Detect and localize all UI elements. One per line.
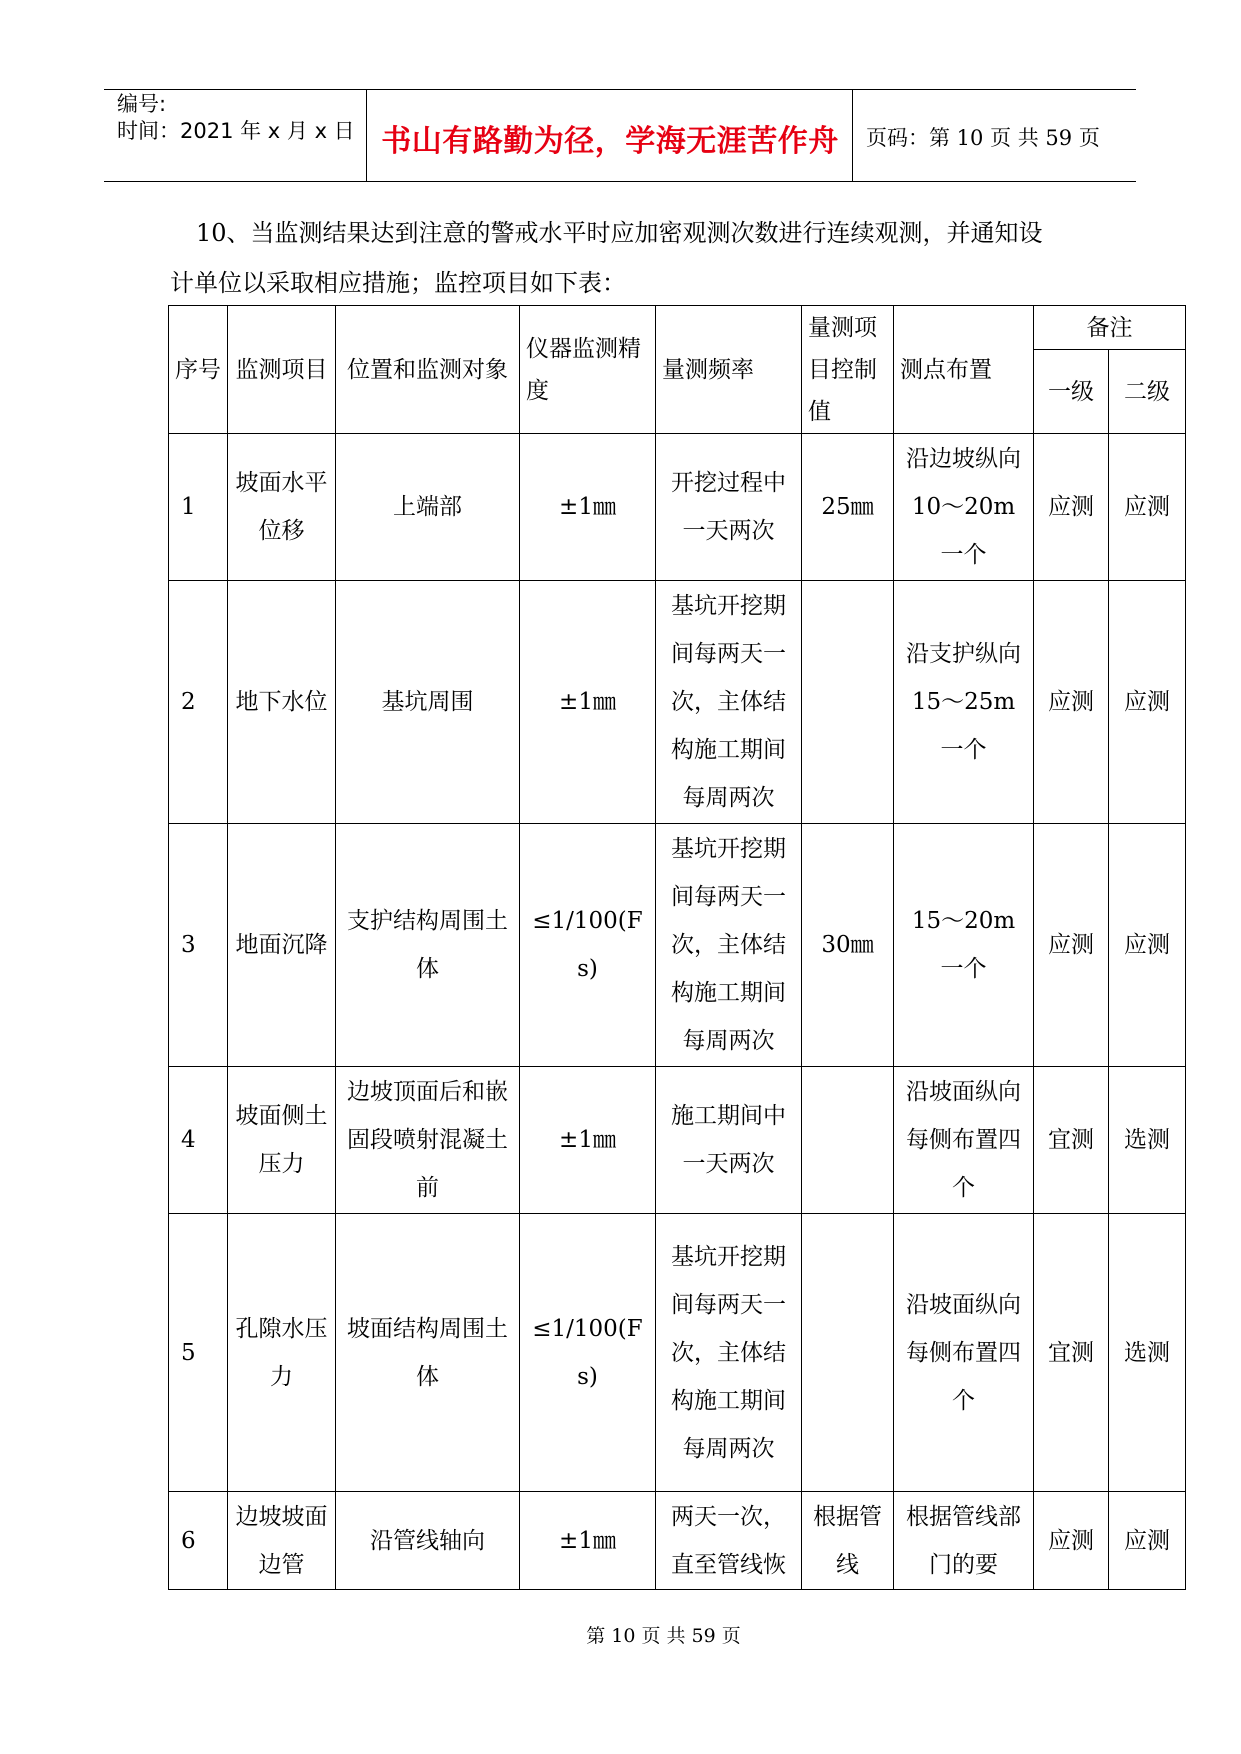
cell-level2: 应测 — [1109, 434, 1186, 581]
cell-frequency: 开挖过程中一天两次 — [656, 434, 802, 581]
table-row — [169, 1214, 1186, 1492]
cell-control: 根据管线 — [802, 1492, 894, 1590]
cell-level2: 应测 — [1109, 581, 1186, 824]
header-level2: 二级 — [1109, 350, 1186, 434]
cell-points: 沿坡面纵向每侧布置四个 — [894, 1067, 1034, 1214]
header-divider-right — [852, 89, 853, 182]
cell-item: 坡面侧土压力 — [228, 1067, 336, 1214]
header-page-info: 页码：第 10 页 共 59 页 — [866, 126, 1100, 150]
cell-level2: 选测 — [1109, 1214, 1186, 1492]
cell-control: 30㎜ — [802, 824, 894, 1067]
cell-item: 坡面水平位移 — [228, 434, 336, 581]
cell-seq: 6 — [169, 1492, 228, 1590]
table-row — [169, 434, 1186, 581]
cell-location: 支护结构周围土体 — [336, 824, 520, 1067]
cell-location: 沿管线轴向 — [336, 1492, 520, 1590]
cell-frequency: 基坑开挖期间每两天一次，主体结构施工期间每周两次 — [656, 581, 802, 824]
cell-control — [802, 1214, 894, 1492]
cell-points: 15～20m 一个 — [894, 824, 1034, 1067]
cell-seq: 3 — [169, 824, 228, 1067]
cell-seq: 5 — [169, 1214, 228, 1492]
table-row — [169, 1492, 1186, 1590]
header-motto: 书山有路勤为径，学海无涯苦作舟 — [381, 124, 839, 159]
cell-control — [802, 581, 894, 824]
cell-level1: 宜测 — [1034, 1214, 1109, 1492]
cell-level1: 应测 — [1034, 1492, 1109, 1590]
cell-item: 孔隙水压力 — [228, 1214, 336, 1492]
cell-points: 沿边坡纵向 10～20m 一个 — [894, 434, 1034, 581]
cell-points: 根据管线部门的要 — [894, 1492, 1034, 1590]
header-level1: 一级 — [1034, 350, 1109, 434]
document-time-label: 时间：2021 年 x 月 x 日 — [117, 119, 355, 143]
header-divider-left — [366, 89, 367, 182]
cell-location: 坡面结构周围土体 — [336, 1214, 520, 1492]
cell-control — [802, 1067, 894, 1214]
cell-item: 地面沉降 — [228, 824, 336, 1067]
cell-frequency: 基坑开挖期间每两天一次，主体结构施工期间每周两次 — [656, 824, 802, 1067]
cell-item: 边坡坡面边管 — [228, 1492, 336, 1590]
cell-precision: ±1㎜ — [520, 434, 656, 581]
cell-frequency: 基坑开挖期间每两天一次，主体结构施工期间每周两次 — [656, 1214, 802, 1492]
paragraph-line-2: 计单位以采取相应措施；监控项目如下表： — [170, 269, 626, 297]
header-points: 测点布置 — [894, 306, 1034, 434]
cell-seq: 4 — [169, 1067, 228, 1214]
table-row — [169, 824, 1186, 1067]
cell-points: 沿支护纵向 15～25m 一个 — [894, 581, 1034, 824]
paragraph-line-1: 10、当监测结果达到注意的警戒水平时应加密观测次数进行连续观测，并通知设 — [196, 219, 1043, 247]
cell-precision: ≤1/100(Fs) — [520, 1214, 656, 1492]
cell-precision: ±1㎜ — [520, 1067, 656, 1214]
header-meta — [117, 91, 355, 145]
header-bottom-rule — [104, 181, 1136, 182]
header-remark: 备注 — [1034, 306, 1186, 350]
cell-precision: ±1㎜ — [520, 581, 656, 824]
cell-seq: 1 — [169, 434, 228, 581]
cell-level2: 应测 — [1109, 824, 1186, 1067]
cell-precision: ±1㎜ — [520, 1492, 656, 1590]
header-location: 位置和监测对象 — [336, 306, 520, 434]
cell-location: 上端部 — [336, 434, 520, 581]
cell-frequency: 施工期间中一天两次 — [656, 1067, 802, 1214]
cell-seq: 2 — [169, 581, 228, 824]
cell-level1: 宜测 — [1034, 1067, 1109, 1214]
cell-level2: 选测 — [1109, 1067, 1186, 1214]
header-frequency: 量测频率 — [656, 306, 802, 434]
cell-location: 边坡顶面后和嵌固段喷射混凝土前 — [336, 1067, 520, 1214]
cell-control: 25㎜ — [802, 434, 894, 581]
header-top-rule — [104, 89, 1136, 90]
monitoring-table — [168, 305, 1186, 1590]
cell-level1: 应测 — [1034, 581, 1109, 824]
cell-item: 地下水位 — [228, 581, 336, 824]
header-control: 量测项目控制值 — [802, 306, 894, 434]
page-footer: 第 10 页 共 59 页 — [586, 1625, 741, 1647]
cell-precision: ≤1/100(Fs) — [520, 824, 656, 1067]
header-item: 监测项目 — [228, 306, 336, 434]
cell-level1: 应测 — [1034, 434, 1109, 581]
cell-location: 基坑周围 — [336, 581, 520, 824]
body-paragraph — [170, 208, 1100, 308]
header-precision: 仪器监测精度 — [520, 306, 656, 434]
document-number-label: 编号: — [117, 92, 167, 116]
cell-points: 沿坡面纵向每侧布置四个 — [894, 1214, 1034, 1492]
table-row — [169, 1067, 1186, 1214]
cell-level2: 应测 — [1109, 1492, 1186, 1590]
header-seq: 序号 — [169, 306, 228, 434]
table-row — [169, 581, 1186, 824]
cell-level1: 应测 — [1034, 824, 1109, 1067]
cell-frequency: 两天一次，直至管线恢 — [656, 1492, 802, 1590]
